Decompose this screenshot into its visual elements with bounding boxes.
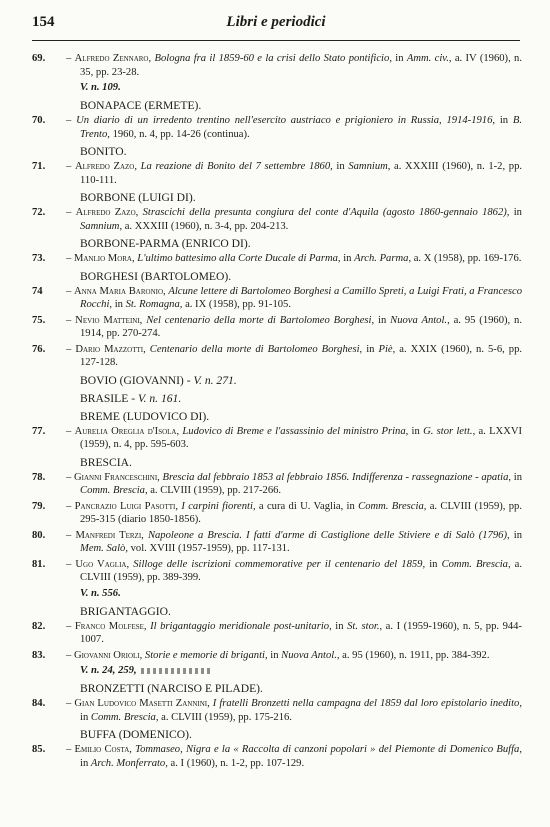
entry-citation: – (66, 500, 75, 512)
page-title: Libri e periodici (226, 14, 326, 30)
entry-citation: , a. XXXIII (1960), n. 1-2, pp. 110-111. (80, 161, 523, 186)
entry-author: Dario Mazzotti (75, 343, 144, 355)
entry-number: 72. (32, 207, 46, 218)
entry-citation: – (66, 558, 76, 570)
entry-text (32, 500, 522, 527)
bibliography-entry (32, 558, 522, 585)
entry-citation: , a. CLVIII (1959), pp. 217-266. (144, 485, 282, 496)
entry-title: Alcune lettere di Bartolomeo Borghesi a Camillo Spreti, a Luigi Frati, a Francesco Rocchi (80, 285, 522, 310)
entry-title: Comm. Brescia (90, 711, 156, 723)
subject-heading (32, 99, 522, 113)
entry-title: Comm. Brescia (358, 500, 424, 512)
entry-citation: , (141, 529, 148, 541)
entry-citation: , in (389, 53, 407, 64)
entry-author: Alfredo Zazo (74, 161, 135, 172)
entry-title: Napoleone a Brescia. I fatti d'arme di Castiglione delle Stiviere e di Salò (1796) (147, 529, 507, 541)
entry-citation: , in (337, 253, 355, 264)
subject-heading-text: BORGHESI (BARTOLOMEO). (80, 269, 232, 283)
subject-heading-text: BONAPACE (ERMETE). (80, 99, 202, 112)
entry-text (32, 471, 522, 498)
entry-text (32, 314, 522, 341)
bibliography-entry (32, 343, 522, 370)
entry-citation: , in (109, 299, 126, 310)
entry-number: 78. (32, 471, 46, 483)
entry-text (32, 285, 522, 312)
subject-cross-reference: V. n. 161. (137, 391, 182, 405)
entry-citation: – (66, 314, 76, 326)
entry-title: Storie e memorie di briganti (144, 649, 265, 661)
bibliography-entry (32, 620, 522, 647)
entry-author: Gian Ludovico Masetti Zannini (74, 698, 208, 709)
entry-text (32, 114, 522, 141)
entry-citation: – (66, 471, 75, 483)
entry-title: Ludovico di Breme e l'assassinio del ministro Prina (182, 425, 406, 437)
entry-citation: , a. XXXIII (1960), n. 3-4, pp. 204-213. (119, 220, 289, 232)
subject-heading-text: BRONZETTI (NARCISO E PILADE). (80, 682, 263, 695)
subject-heading (32, 191, 522, 205)
entry-title: B. Trento (80, 115, 523, 140)
entry-author: Alfredo Zennaro (74, 53, 149, 64)
entry-title: Comm. Brescia (441, 558, 508, 570)
entry-text (32, 620, 522, 647)
bibliography-entry (32, 697, 522, 724)
entry-number: 76. (32, 343, 46, 355)
entry-title: I carpini fiorenti (181, 500, 253, 512)
entry-title: Amm. civ. (406, 53, 449, 64)
entry-citation: – (66, 698, 75, 709)
entry-title: Brescia dal febbraio 1853 al febbraio 1856. Indifferenza - rassegnazione - apatia (162, 471, 509, 483)
entry-citation: , a. IV (1960), n. 35, pp. 23-28. (80, 53, 523, 78)
subject-cross-reference: V. n. 271. (193, 373, 237, 387)
entry-title: Samnium (80, 220, 120, 232)
entry-citation: – (66, 343, 76, 355)
bibliography-entry (32, 500, 522, 527)
subject-heading (32, 237, 522, 251)
running-header (32, 14, 520, 38)
entry-citation: , (207, 698, 213, 709)
entry-citation: , in (508, 471, 523, 483)
subject-heading-text: BRASILE - (80, 391, 138, 405)
entry-citation: , in (405, 425, 424, 437)
subject-heading-text: BRIGANTAGGIO. (80, 604, 171, 618)
bibliography-entry (32, 649, 522, 663)
bibliography-list (32, 52, 522, 772)
entry-title: Un diario di un irredento trentino nell'esercito austriaco e prigioniero in Russia, 1914-1916 (76, 115, 493, 126)
entry-title: Comm. Brescia (80, 485, 145, 496)
entry-text (32, 743, 522, 770)
entry-number: 70. (32, 115, 46, 126)
entry-text (32, 343, 522, 370)
entry-citation: , a. XXIX (1960), n. 5-6, pp. 127-128. (80, 343, 523, 368)
entry-number: 77. (32, 425, 46, 437)
entry-title: St. Romagna (125, 299, 180, 310)
entry-citation: , vol. XVIII (1957-1959), pp. 117-131. (125, 543, 290, 554)
cross-reference-text: V. n. 24, 259, (80, 665, 137, 676)
entry-citation: , in (371, 314, 391, 326)
entry-title: G. stor lett. (423, 425, 473, 437)
entry-citation: , (139, 649, 145, 661)
entry-title: Strascichi della presunta congiura del conte d'Aquila (agosto 1860-gennaio 1862) (142, 207, 507, 218)
entry-citation: , a cura di U. Vaglia, in (252, 500, 359, 512)
entry-citation: , a. IX (1958), pp. 91-105. (179, 299, 291, 310)
bibliography-entry (32, 252, 522, 266)
entry-title: Centenario della morte di Bartolomeo Borghesi (149, 343, 360, 355)
entry-citation: , (134, 161, 141, 172)
subject-heading-text: BREME (LUDOVICO DI). (80, 409, 210, 423)
entry-citation: , (126, 558, 134, 570)
entry-citation: , a. CLVIII (1959), pp. 295-315 (diario 1850-1856). (80, 500, 522, 525)
entry-citation: , a. 95 (1960), n. 1914, pp. 270-274. (80, 314, 523, 339)
cross-reference (32, 81, 522, 95)
entry-citation: – (66, 425, 75, 437)
subject-heading (32, 374, 522, 388)
entry-citation: , a. 95 (1960), n. 1911, pp. 384-392. (336, 649, 490, 661)
entry-text (32, 206, 522, 233)
entry-author: Nevio Matteini (75, 314, 140, 326)
entry-author: Aurelia Oreglia d'Isola (74, 425, 177, 437)
entry-citation: – (66, 207, 76, 218)
entry-number: 73. (32, 253, 46, 264)
entry-number: 74 (32, 285, 43, 297)
entry-text (32, 252, 522, 266)
entry-title: Mem. Salò (80, 543, 126, 554)
subject-heading (32, 410, 522, 424)
entry-citation: , (176, 425, 183, 437)
bibliography-entry (32, 285, 522, 312)
entry-citation: , (143, 343, 150, 355)
entry-number: 83. (32, 649, 46, 661)
subject-heading-text: BOVIO (GIOVANNI) - (80, 373, 194, 387)
entry-title: Silloge delle iscrizioni commemorative per il centenario del 1859 (133, 558, 423, 570)
entry-citation: , (129, 744, 136, 755)
entry-author: Anna Maria Baronio (74, 285, 164, 297)
entry-text (32, 160, 522, 187)
entry-number: 79. (32, 500, 46, 512)
entry-author: Pancrazio Luigi Pasotti (74, 500, 176, 512)
entry-title: L'ultimo battesimo alla Corte Ducale di Parma (137, 253, 338, 264)
subject-heading (32, 605, 522, 619)
entry-title: Tommaseo, Nigra e la « Raccolta di canzoni popolari » del Piemonte di Domenico Buffa (135, 744, 520, 755)
entry-citation: , a. CLVIII (1959), pp. 175-216. (155, 711, 292, 723)
entry-citation: – (66, 115, 77, 126)
entry-text (32, 425, 522, 452)
subject-heading-text: BRESCIA. (80, 455, 132, 469)
entry-title: Piè (378, 343, 393, 355)
bibliography-entry (32, 743, 522, 770)
ink-smudge (141, 668, 211, 674)
entry-title: I fratelli Bronzetti nella campagna del 1859 dal loro epistolario inedito (212, 698, 520, 709)
subject-heading (32, 456, 522, 470)
bibliography-entry (32, 314, 522, 341)
bibliography-entry (32, 471, 522, 498)
entry-title: Arch. Parma (354, 253, 409, 264)
entry-citation: , (135, 207, 143, 218)
entry-author: Giovanni Orioli (73, 649, 140, 661)
entry-author: Alfredo Zazo (75, 207, 136, 218)
subject-heading (32, 270, 522, 284)
entry-author: Franco Molfese (74, 620, 144, 632)
entry-citation: , 1960, n. 4, pp. 14-26 (continua). (107, 128, 250, 140)
entry-citation: , a. X (1958), pp. 169-176. (408, 253, 522, 264)
entry-citation: , (157, 471, 163, 483)
cross-reference (32, 587, 522, 601)
entry-author: Manfredi Terzi (75, 529, 142, 541)
entry-title: Il brigantaggio meridionale post-unitario (150, 620, 330, 632)
bibliography-entry (32, 114, 522, 141)
entry-citation: , (139, 314, 147, 326)
entry-citation: , in (80, 744, 523, 769)
subject-heading (32, 392, 522, 406)
entry-number: 75. (32, 314, 46, 326)
entry-author: Emilio Costa (74, 744, 130, 755)
entry-citation: , (143, 620, 151, 632)
bibliography-entry (32, 206, 522, 233)
entry-citation: , in (80, 698, 523, 723)
entry-citation: , (175, 500, 182, 512)
entry-citation: , in (422, 558, 442, 570)
entry-citation: – (66, 53, 75, 64)
entry-citation: – (66, 285, 74, 297)
subject-heading-text: BONITO. (80, 145, 127, 158)
entry-title: Nel centenario della morte di Bartolomeo Borghesi (146, 314, 372, 326)
entry-title: Bologna fra il 1859-60 e la crisi dello Stato pontificio (154, 53, 390, 64)
bibliography-entry (32, 529, 522, 556)
entry-text (32, 52, 522, 79)
entry-number: 69. (32, 53, 46, 64)
entry-text (32, 558, 522, 585)
bibliography-entry (32, 160, 522, 187)
bibliography-entry (32, 52, 522, 79)
header-rule (32, 40, 520, 41)
entry-author: Gianni Franceschini (74, 471, 158, 483)
entry-citation: , a. CLVIII (1959), pp. 389-399. (80, 558, 523, 583)
page-number: 154 (32, 14, 55, 30)
entry-author: Ugo Vaglia (75, 558, 127, 570)
entry-number: 85. (32, 744, 46, 755)
entry-citation: , in (264, 649, 282, 661)
entry-citation: , a. I (1959-1960), n. 5, pp. 944-1007. (80, 620, 523, 645)
entry-number: 71. (32, 161, 46, 172)
entry-title: Nuova Antol. (390, 314, 448, 326)
entry-citation: – (66, 529, 76, 541)
entry-number: 84. (32, 698, 46, 709)
entry-number: 81. (32, 558, 46, 570)
cross-reference-text: V. n. 109. (80, 82, 121, 93)
bibliography-entry (32, 425, 522, 452)
subject-heading (32, 682, 522, 696)
entry-title: Samnium (348, 161, 388, 172)
subject-heading (32, 728, 522, 742)
entry-citation: – (66, 253, 74, 264)
entry-author: Manlio Mora (73, 253, 132, 264)
entry-text (32, 649, 522, 663)
entry-title: Arch. Monferrato (90, 757, 166, 769)
entry-title: Nuova Antol. (281, 649, 337, 661)
entry-citation: , in (506, 529, 522, 541)
entry-title: St. stor. (347, 620, 380, 632)
entry-citation: , (148, 53, 155, 64)
subject-heading-text: BUFFA (DOMENICO). (80, 728, 192, 741)
entry-title: La reazione di Bonito del 7 settembre 1860 (140, 161, 331, 172)
entry-citation: , in (329, 620, 348, 632)
entry-citation: , (132, 253, 138, 264)
entry-citation: – (66, 744, 75, 755)
entry-citation: – (66, 161, 75, 172)
subject-heading-text: BORBONE (LUIGI DI). (80, 191, 196, 204)
entry-citation: , in (492, 115, 513, 126)
subject-heading (32, 145, 522, 159)
subject-heading-text: BORBONE-PARMA (ENRICO DI). (80, 237, 251, 250)
entry-citation: , a. LXXVI (1959), n. 4, pp. 595-603. (80, 425, 523, 450)
entry-citation: – (66, 620, 75, 632)
cross-reference (32, 664, 522, 678)
entry-text (32, 529, 522, 556)
cross-reference-text: V. n. 556. (80, 587, 121, 599)
entry-text (32, 697, 522, 724)
entry-citation: – (66, 649, 74, 661)
entry-citation: , (163, 285, 169, 297)
entry-citation: , in (359, 343, 379, 355)
entry-citation: , in (506, 207, 522, 218)
entry-citation: , a. I (1960), n. 1-2, pp. 107-129. (165, 757, 305, 769)
entry-number: 82. (32, 620, 46, 632)
entry-citation: , in (330, 161, 349, 172)
entry-number: 80. (32, 529, 46, 541)
